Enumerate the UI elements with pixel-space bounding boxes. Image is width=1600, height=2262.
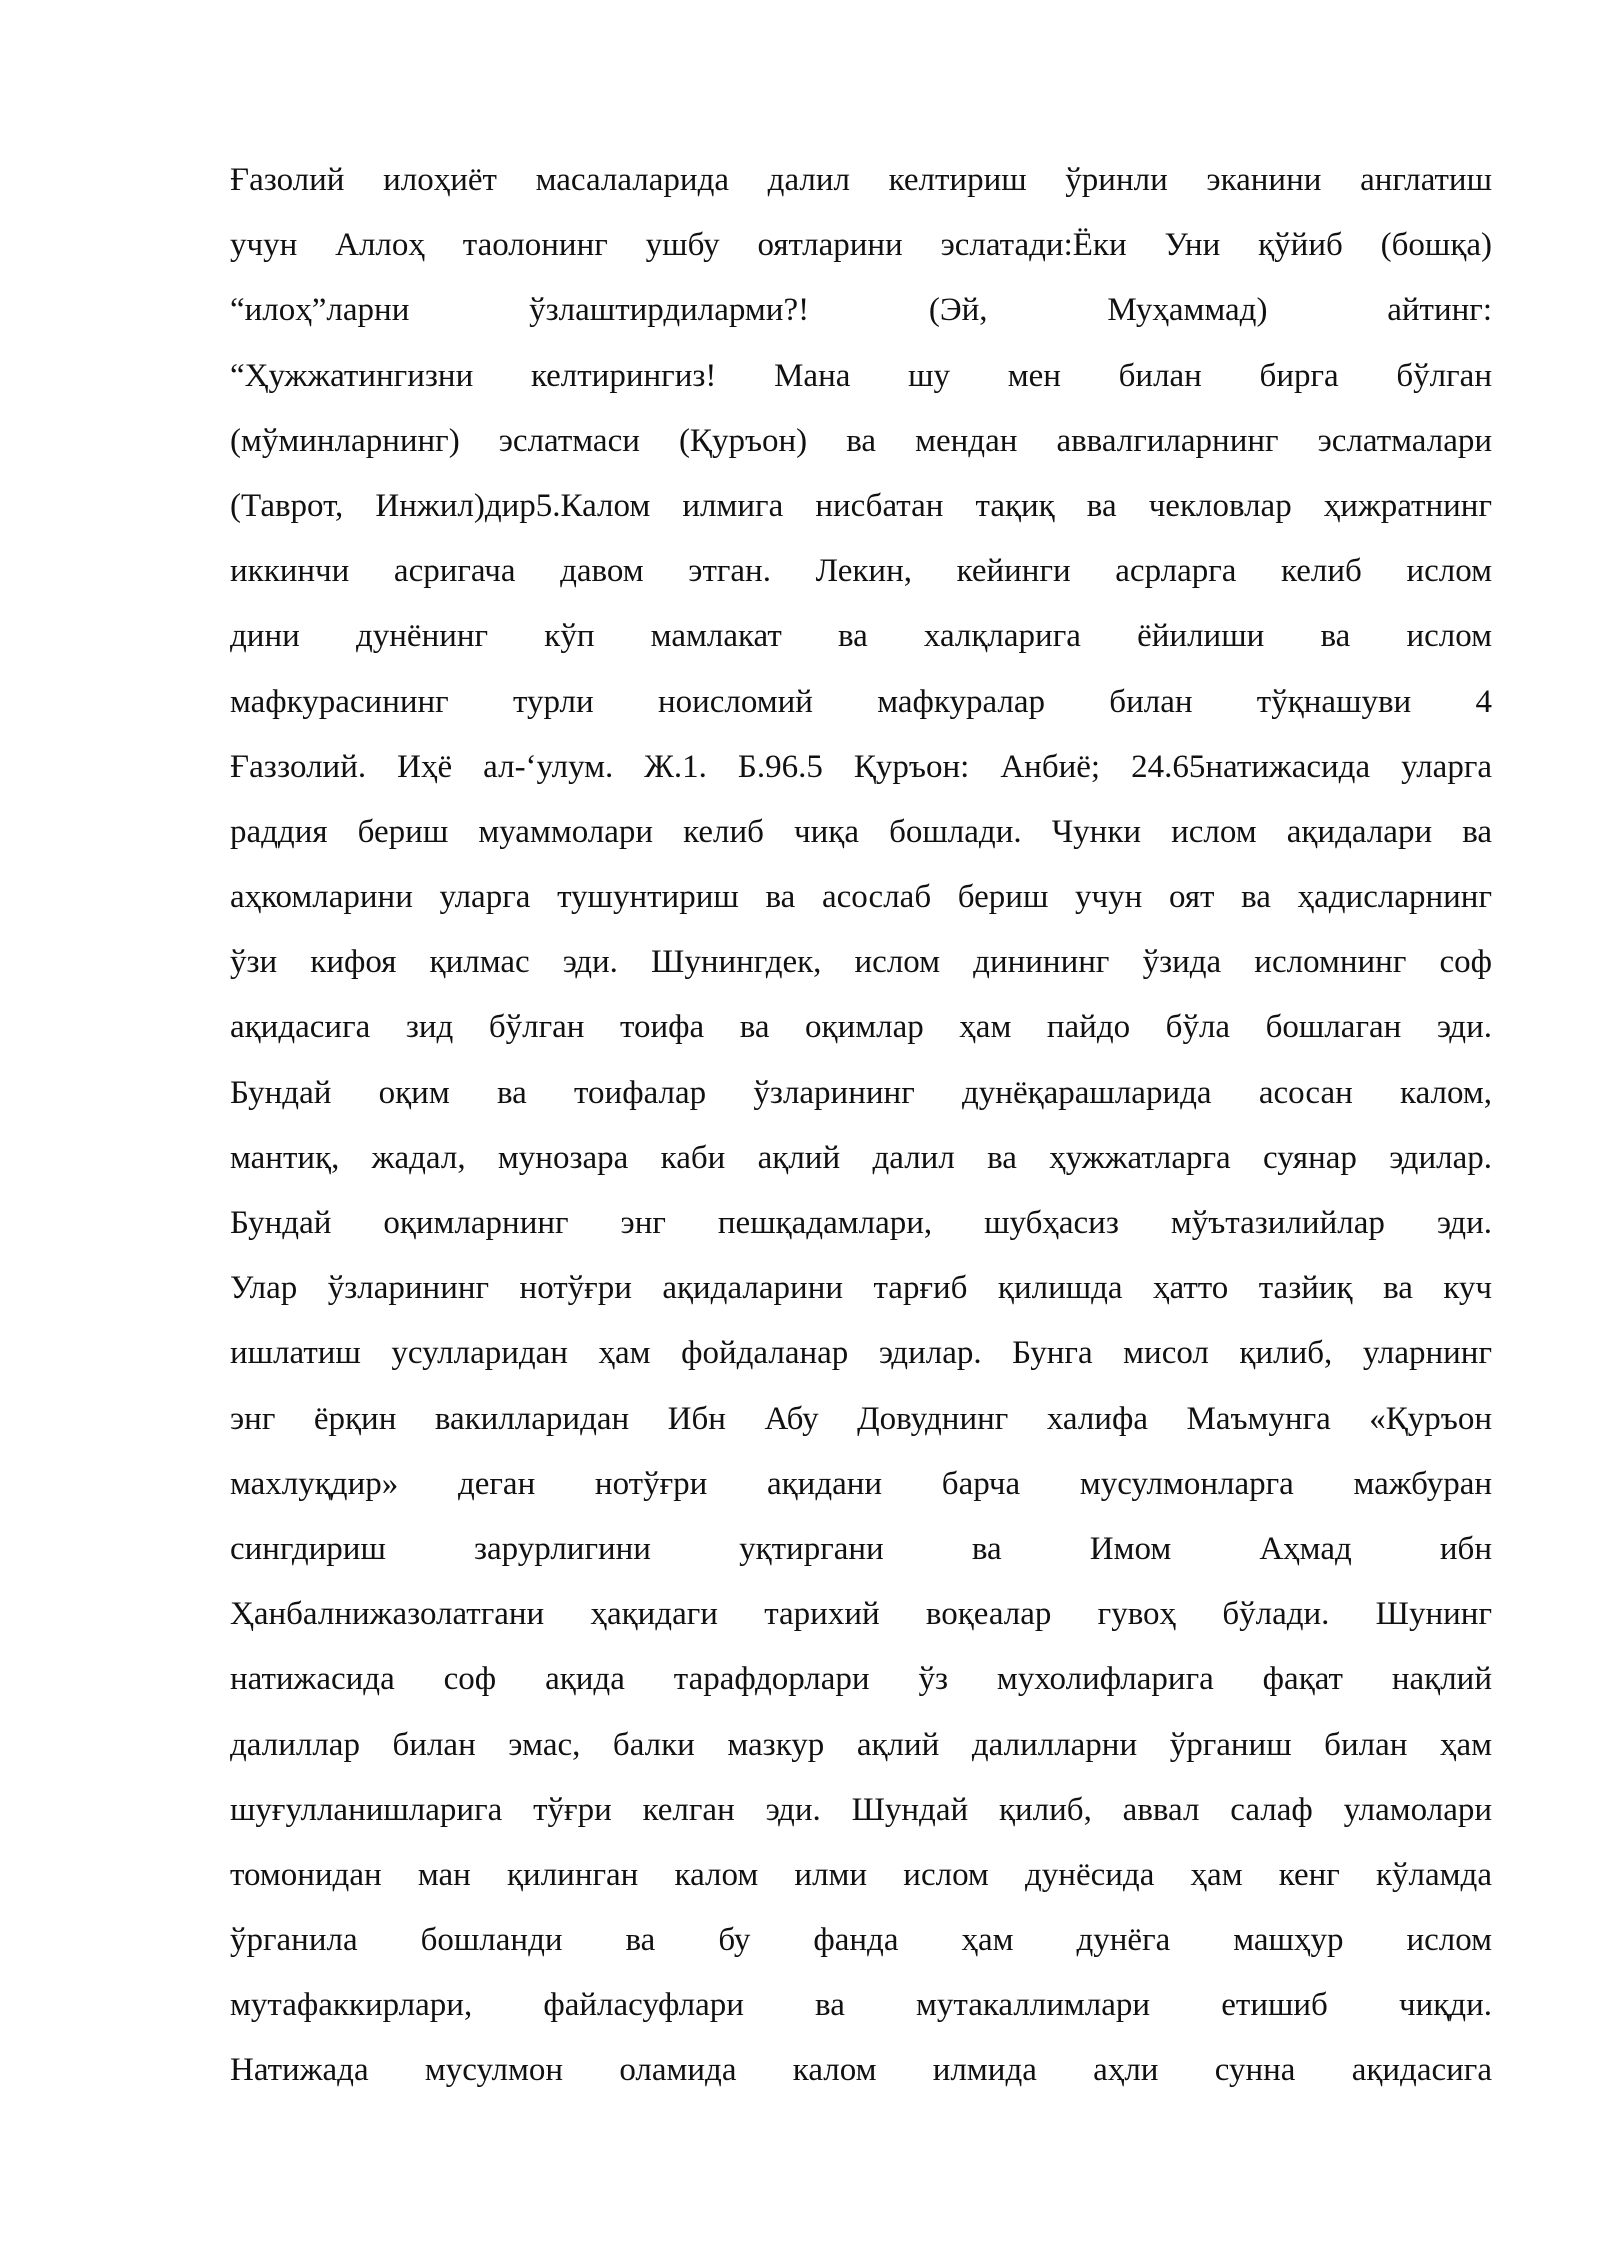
- text-line-6: (Таврот, Инжил)дир5.Калом илмига нисбатан тақиқ ва чекловлар ҳижратнинг: [230, 487, 1492, 524]
- text-line-13: ўзи кифоя қилмас эди. Шунингдек, ислом динининг ўзида исломнинг соф: [230, 944, 1492, 981]
- text-line-23: Ҳанбалнижазолатгани ҳақидаги тарихий воқеалар гувоҳ бўлади. Шунинг: [230, 1596, 1492, 1633]
- text-line-2: учун Аллоҳ таолонинг ушбу оятларини эслатади:Ёки Уни қўйиб (бошқа): [230, 227, 1492, 264]
- text-line-18: Улар ўзларининг нотўғри ақидаларини тарғиб қилишда ҳатто тазйиқ ва куч: [230, 1270, 1492, 1307]
- text-line-15: Бундай оқим ва тоифалар ўзларининг дунёқарашларида асосан калом,: [230, 1074, 1492, 1111]
- text-line-1: Ғазолий илоҳиёт масалаларида далил келтириш ўринли эканини англатиш: [230, 162, 1492, 198]
- text-line-30: Натижада мусулмон оламида калом илмида аҳли сунна ақидасига: [230, 2052, 1492, 2089]
- text-line-3: “илоҳ”ларни ўзлаштирдиларми?! (Эй, Муҳаммад) айтинг:: [230, 292, 1492, 329]
- text-line-10: Ғаззолий. Иҳё ал-‘улум. Ж.1. Б.96.5 Қуръон: Анбиё; 24.65натижасида уларга: [230, 748, 1492, 785]
- text-line-27: томонидан ман қилинган калом илми ислом дунёсида ҳам кенг кўламда: [230, 1856, 1492, 1893]
- text-line-12: аҳкомларини уларга тушунтириш ва асослаб бериш учун оят ва ҳадисларнинг: [230, 879, 1492, 916]
- text-line-7: иккинчи асригача давом этган. Лекин, кейинги асрларга келиб ислом: [230, 553, 1492, 590]
- text-line-28: ўрганила бошланди ва бу фанда ҳам дунёга машҳур ислом: [230, 1922, 1492, 1959]
- text-line-8: дини дунёнинг кўп мамлакат ва халқларига ёйилиши ва ислом: [230, 618, 1492, 655]
- text-line-24: натижасида соф ақида тарафдорлари ўз мухолифларига фақат нақлий: [230, 1661, 1492, 1698]
- text-line-11: раддия бериш муаммолари келиб чиқа бошлади. Чунки ислом ақидалари ва: [230, 813, 1492, 850]
- text-line-26: шуғулланишларига тўғри келган эди. Шундай қилиб, аввал салаф уламолари: [230, 1791, 1492, 1828]
- text-line-20: энг ёрқин вакилларидан Ибн Абу Довуднинг халифа Маъмунга «Қуръон: [230, 1400, 1492, 1437]
- text-line-29: мутафаккирлари, файласуфлари ва мутакаллимлари етишиб чиқди.: [230, 1987, 1492, 2024]
- text-line-9: мафкурасининг турли ноисломий мафкуралар билан тўқнашуви 4: [230, 683, 1492, 720]
- body-paragraph: [230, 148, 1492, 2104]
- text-line-17: Бундай оқимларнинг энг пешқадамлари, шубҳасиз мўътазилийлар эди.: [230, 1205, 1492, 1241]
- text-line-16: мантиқ, жадал, мунозара каби ақлий далил ва ҳужжатларга суянар эдилар.: [230, 1139, 1492, 1176]
- text-line-25: далиллар билан эмас, балки мазкур ақлий далилларни ўрганиш билан ҳам: [230, 1726, 1492, 1763]
- text-line-14: ақидасига зид бўлган тоифа ва оқимлар ҳам пайдо бўла бошлаган эди.: [230, 1009, 1492, 1046]
- text-line-4: “Ҳужжатингизни келтирингиз! Мана шу мен билан бирга бўлган: [230, 357, 1492, 394]
- text-line-22: сингдириш зарурлигини уқтиргани ва Имом Аҳмад ибн: [230, 1530, 1492, 1567]
- text-line-21: махлуқдир» деган нотўғри ақидани барча мусулмонларга мажбуран: [230, 1465, 1492, 1502]
- text-line-5: (мўминларнинг) эслатмаси (Қуръон) ва мендан аввалгиларнинг эслатмалари: [230, 422, 1492, 459]
- text-line-19: ишлатиш усулларидан ҳам фойдаланар эдилар. Бунга мисол қилиб, уларнинг: [230, 1335, 1492, 1372]
